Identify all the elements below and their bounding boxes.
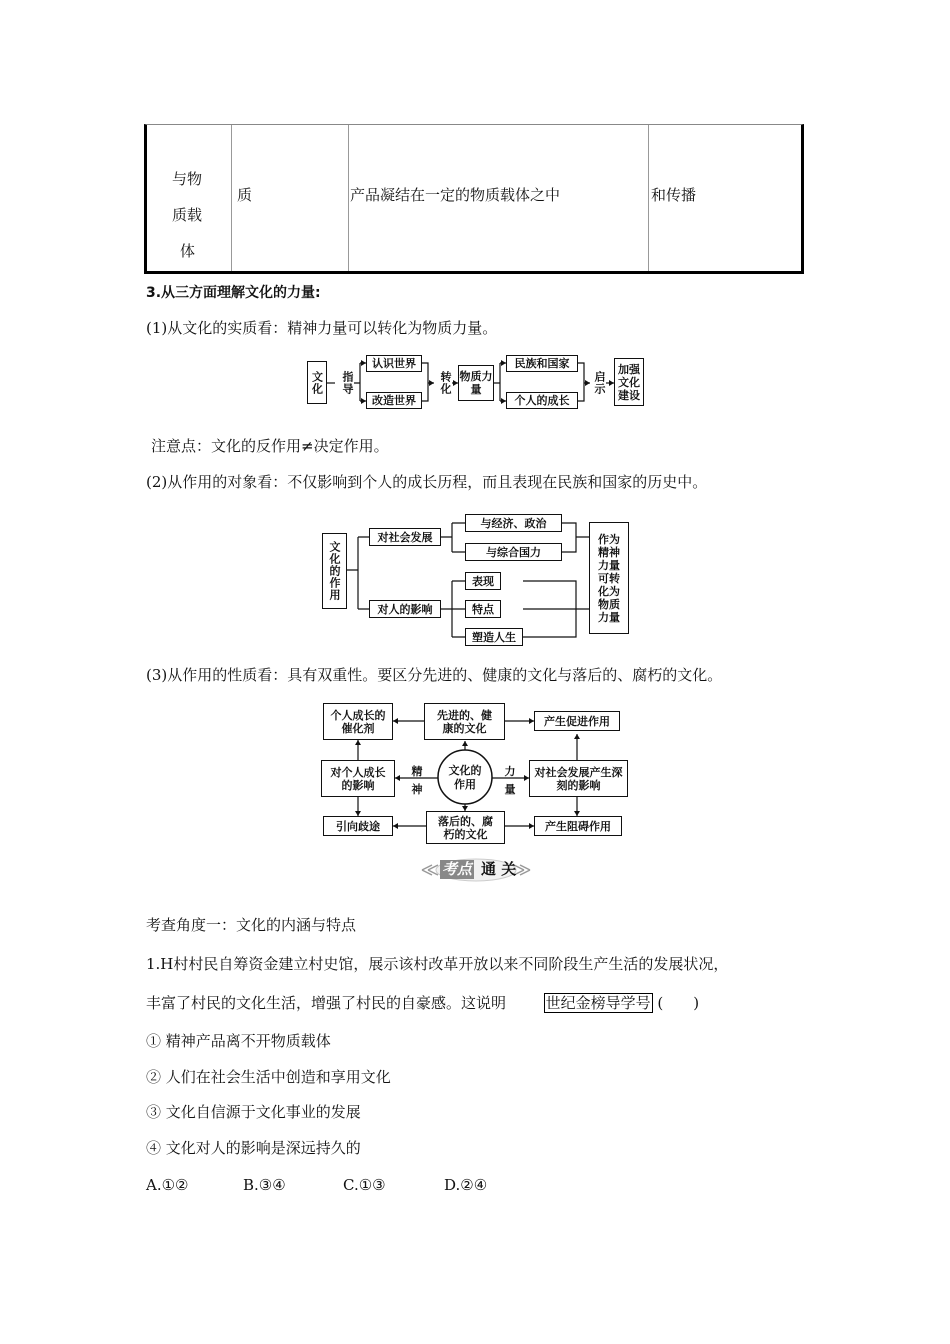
table-cell-2: 质 (237, 186, 253, 204)
box-wuzhi: 物质力量 (458, 365, 494, 401)
choice-c[interactable]: C.①③ (343, 1176, 386, 1194)
label-liliang: 力量 (504, 765, 516, 796)
question-stem-line1: 1.H村村民自筹资金建立村史馆，展示该村改革开放以来不同阶段生产生活的发展状况， (146, 955, 729, 973)
option-4: ④ 文化对人的影响是深远持久的 (146, 1139, 361, 1157)
paragraph-3: (3)从作用的性质看：具有双重性。要区分先进的、健康的文化与落后的、腐朽的文化。 (146, 666, 723, 684)
box-shehui-yx: 对社会发展产生深刻的影响 (529, 760, 628, 797)
result-text: 作为精神力量可转化为物质力量 (598, 532, 620, 624)
box-jiaqiang: 加强文化建设 (614, 358, 644, 406)
box-tedian: 特点 (465, 600, 501, 618)
box-jingji: 与经济、政治 (465, 514, 562, 532)
box-guoli: 与综合国力 (465, 543, 562, 561)
question-angle: 考查角度一：文化的内涵与特点 (146, 916, 357, 934)
table-cell-1-line2: 质载 (172, 206, 203, 224)
box-geren: 个人的成长 (506, 392, 578, 409)
choice-d[interactable]: D.②④ (444, 1176, 488, 1194)
box-luohou: 落后的、腐朽的文化 (426, 811, 505, 844)
paragraph-1: (1)从文化的实质看：精神力量可以转化为物质力量。 (146, 319, 498, 337)
box-renshi: 认识世界 (366, 355, 422, 372)
box-geren-yx: 对个人成长的影响 (321, 760, 395, 797)
table-cell-3: 产品凝结在一定的物质载体之中 (350, 186, 561, 204)
label-zhidao: 指导 (341, 371, 354, 395)
answer-paren[interactable]: ( ) (657, 994, 700, 1012)
question-tag: 世纪金榜导学号 (545, 994, 651, 1012)
box-minzu: 民族和国家 (506, 355, 578, 372)
box-cuihua: 个人成长的催化剂 (323, 703, 393, 740)
box-shehui: 对社会发展 (369, 528, 441, 546)
table-cell-4: 和传播 (651, 186, 697, 204)
label-jingshen: 精神 (411, 765, 423, 796)
table-cell-1-line3: 体 (180, 242, 196, 260)
table-cell-1-line1: 与物 (172, 170, 203, 188)
box-ren: 对人的影响 (369, 600, 441, 618)
paragraph-2: (2)从作用的对象看：不仅影响到个人的成长历程，而且表现在民族和国家的历史中。 (146, 473, 708, 491)
box-root: 文化的作用 (322, 533, 347, 609)
label-zhuanhua: 转化 (439, 371, 452, 395)
question-stem-line2 (146, 993, 699, 1013)
banner-text-2: 通 关 (481, 860, 517, 878)
box-biaoxian: 表现 (465, 572, 501, 590)
box-gaizao: 改造世界 (366, 392, 422, 409)
section-heading: 3.从三方面理解文化的力量: (146, 285, 321, 301)
question-stem-text: 丰富了村民的文化生活，增强了村民的自豪感。这说明 (146, 994, 507, 1012)
choice-a[interactable]: A.①② (146, 1176, 189, 1194)
note: 注意点：文化的反作用≠决定作用。 (151, 437, 389, 455)
option-1: ① 精神产品离不开物质载体 (146, 1032, 331, 1050)
option-3: ③ 文化自信源于文化事业的发展 (146, 1103, 361, 1121)
banner-text-1: 考点 (442, 860, 473, 878)
box-xianjin: 先进的、健康的文化 (424, 703, 505, 740)
box-cujin: 产生促进作用 (534, 711, 620, 731)
box-zuai: 产生阻碍作用 (534, 816, 622, 836)
section-banner (420, 857, 532, 883)
center-label: 文化的作用 (448, 764, 482, 791)
label-qishi: 启示 (593, 371, 606, 395)
option-2: ② 人们在社会生活中创造和享用文化 (146, 1068, 391, 1086)
box-suzao: 塑造人生 (465, 628, 523, 646)
box-wenhua: 文化 (307, 361, 327, 404)
box-qitu: 引向歧途 (323, 816, 393, 836)
choice-b[interactable]: B.③④ (243, 1176, 286, 1194)
